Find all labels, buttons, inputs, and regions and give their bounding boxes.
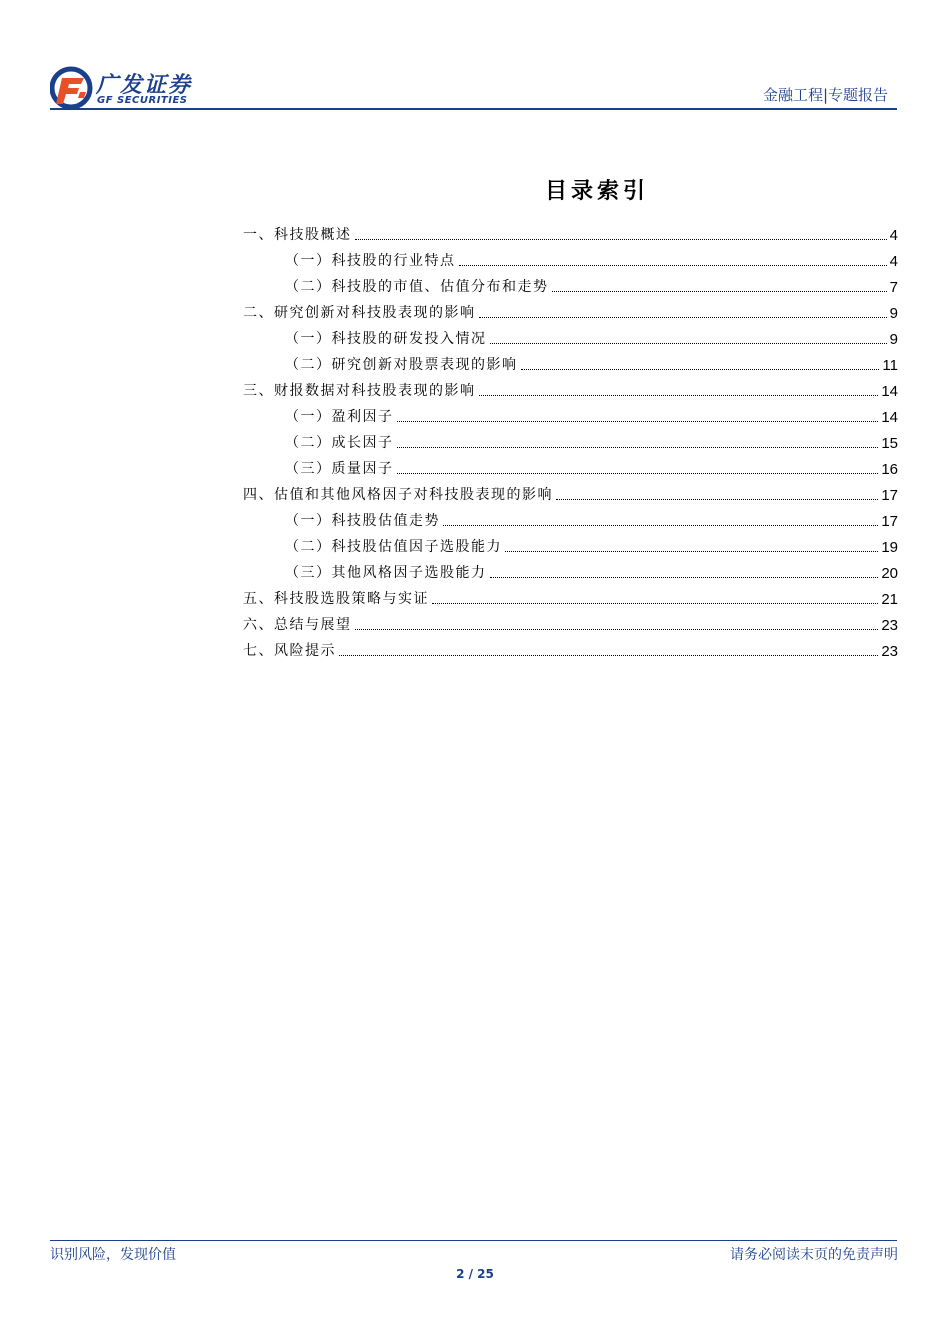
toc-dot-leader — [479, 394, 879, 396]
toc-entry[interactable] — [243, 218, 898, 244]
toc-entry-page: 14 — [881, 383, 898, 400]
toc-entry-label: （一）科技股的研发投入情况 — [285, 331, 487, 347]
toc-entry-label: （三）质量因子 — [285, 461, 394, 477]
toc-entry[interactable] — [243, 608, 898, 634]
toc-entry[interactable] — [243, 452, 898, 478]
footer-slogan: 识别风险，发现价值 — [50, 1247, 176, 1263]
toc-dot-leader — [355, 628, 879, 630]
toc-entry-label: （三）其他风格因子选股能力 — [285, 565, 487, 581]
toc-entry[interactable] — [243, 322, 898, 348]
toc-dot-leader — [479, 316, 887, 318]
footer-disclaimer-note: 请务必阅读末页的免责声明 — [730, 1247, 898, 1263]
toc-entry[interactable] — [243, 426, 898, 452]
toc-entry-label: 七、风险提示 — [243, 643, 336, 659]
toc-dot-leader — [505, 550, 878, 552]
toc-entry-page: 21 — [881, 591, 898, 608]
toc-dot-leader — [397, 446, 879, 448]
toc-entry-label: （二）科技股估值因子选股能力 — [285, 539, 502, 555]
toc-entry-page: 9 — [889, 331, 898, 348]
toc-entry-label: 一、科技股概述 — [243, 227, 352, 243]
toc-entry-page: 7 — [889, 279, 898, 296]
toc-entry-page: 4 — [889, 253, 898, 270]
report-category: 金融工程|专题报告 — [762, 86, 888, 104]
toc-entry-page: 9 — [889, 305, 898, 322]
toc-entry[interactable] — [243, 374, 898, 400]
toc-dot-leader — [521, 368, 880, 370]
toc-entry-page: 23 — [881, 643, 898, 660]
toc-title: 目录索引 — [544, 179, 649, 204]
table-of-contents — [243, 218, 898, 660]
toc-entry-label: 三、财报数据对科技股表现的影响 — [243, 383, 476, 399]
toc-dot-leader — [490, 576, 879, 578]
toc-entry-page: 17 — [881, 513, 898, 530]
toc-entry[interactable] — [243, 270, 898, 296]
toc-entry-page: 11 — [882, 357, 898, 374]
toc-entry-page: 16 — [881, 461, 898, 478]
header-divider — [50, 108, 897, 110]
logo-english-text: GF SECURITIES — [97, 95, 188, 106]
toc-dot-leader — [339, 654, 878, 656]
footer-divider — [50, 1240, 897, 1241]
logo-chinese-text: 广发证券 — [96, 73, 193, 98]
toc-dot-leader — [459, 264, 887, 266]
toc-dot-leader — [397, 472, 879, 474]
toc-entry-label: （二）成长因子 — [285, 435, 394, 451]
toc-dot-leader — [552, 290, 887, 292]
toc-entry-label: （一）科技股的行业特点 — [285, 253, 456, 269]
toc-entry-label: 二、研究创新对科技股表现的影响 — [243, 305, 476, 321]
toc-entry-page: 20 — [881, 565, 898, 582]
toc-entry-label: （一）科技股估值走势 — [285, 513, 440, 529]
toc-entry-label: 六、总结与展望 — [243, 617, 352, 633]
toc-entry-page: 4 — [889, 227, 898, 244]
toc-dot-leader — [490, 342, 887, 344]
toc-entry[interactable] — [243, 348, 898, 374]
page-number: 2 / 25 — [456, 1267, 494, 1281]
toc-entry-page: 14 — [881, 409, 898, 426]
toc-dot-leader — [397, 420, 879, 422]
toc-entry[interactable] — [243, 556, 898, 582]
toc-entry[interactable] — [243, 244, 898, 270]
toc-dot-leader — [443, 524, 878, 526]
toc-entry[interactable] — [243, 504, 898, 530]
toc-entry-label: （一）盈利因子 — [285, 409, 394, 425]
toc-entry[interactable] — [243, 634, 898, 660]
toc-entry-page: 15 — [881, 435, 898, 452]
toc-entry-page: 17 — [881, 487, 898, 504]
toc-entry[interactable] — [243, 400, 898, 426]
toc-dot-leader — [432, 602, 878, 604]
toc-dot-leader — [355, 238, 887, 240]
toc-entry[interactable] — [243, 296, 898, 322]
toc-entry-page: 19 — [881, 539, 898, 556]
gf-logo-icon — [50, 66, 94, 110]
toc-entry[interactable] — [243, 582, 898, 608]
toc-entry[interactable] — [243, 478, 898, 504]
toc-dot-leader — [556, 498, 878, 500]
toc-entry-page: 23 — [881, 617, 898, 634]
toc-entry-label: 五、科技股选股策略与实证 — [243, 591, 429, 607]
toc-entry[interactable] — [243, 530, 898, 556]
toc-entry-label: （二）研究创新对股票表现的影响 — [285, 357, 518, 373]
toc-entry-label: 四、估值和其他风格因子对科技股表现的影响 — [243, 487, 553, 503]
toc-entry-label: （二）科技股的市值、估值分布和走势 — [285, 279, 549, 295]
gf-securities-logo — [50, 66, 210, 110]
